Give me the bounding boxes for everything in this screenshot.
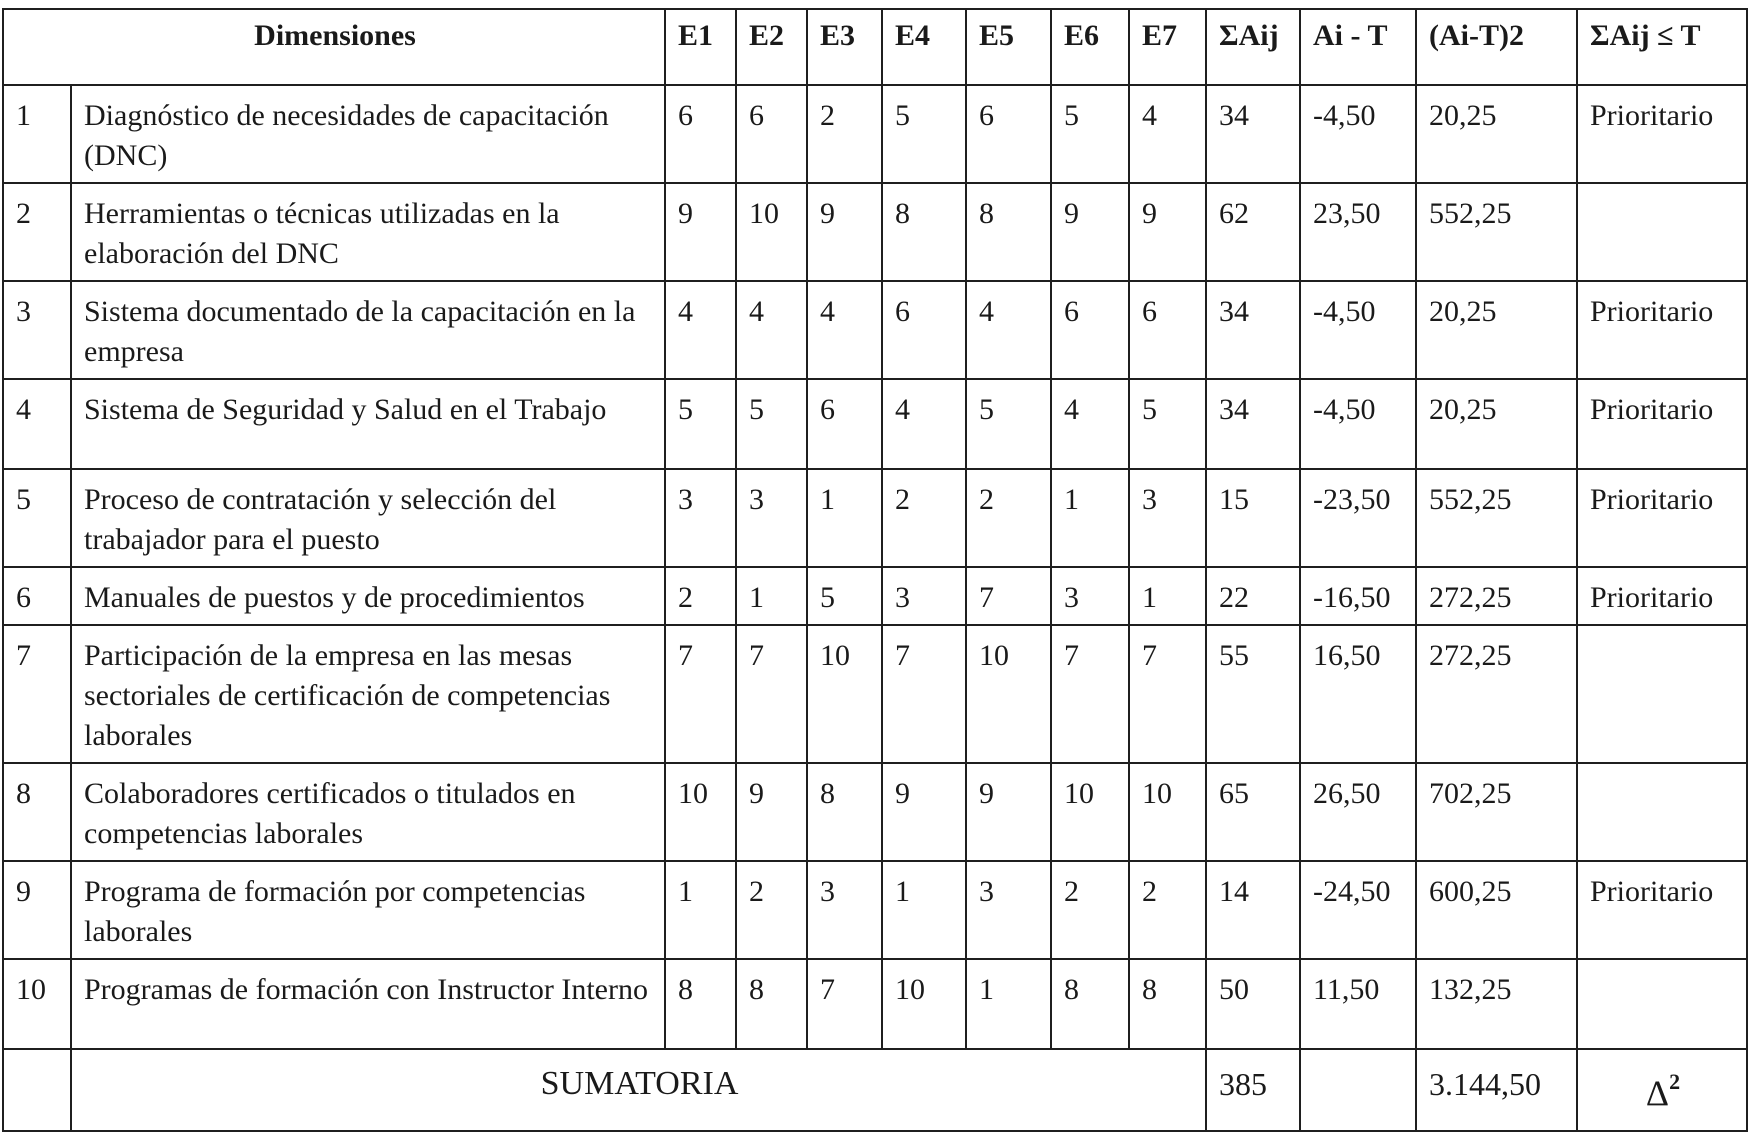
dimension-name: Herramientas o técnicas utilizadas en la elaboración del DNC [71,183,665,281]
score-e7: 6 [1129,281,1206,379]
score-e7: 8 [1129,959,1206,1049]
header-e4: E4 [882,9,966,85]
score-e4: 1 [882,861,966,959]
header-e2: E2 [736,9,807,85]
score-e7: 1 [1129,567,1206,625]
ai-minus-t: -23,50 [1300,469,1416,567]
ai-minus-t: -4,50 [1300,379,1416,469]
score-e2: 4 [736,281,807,379]
score-e2: 9 [736,763,807,861]
table-row [3,763,1747,861]
priority-status: Prioritario [1577,379,1747,469]
dimension-name: Diagnóstico de necesidades de capacitación (DNC) [71,85,665,183]
sumatoria-row [3,1049,1747,1131]
row-number: 9 [3,861,71,959]
score-e5: 10 [966,625,1051,763]
score-e6: 1 [1051,469,1129,567]
score-e5: 2 [966,469,1051,567]
delta-exponent: 2 [1669,1069,1681,1094]
score-e3: 1 [807,469,882,567]
score-e5: 1 [966,959,1051,1049]
ai-minus-t: 26,50 [1300,763,1416,861]
score-e6: 10 [1051,763,1129,861]
score-e3: 4 [807,281,882,379]
score-e4: 4 [882,379,966,469]
delta-symbol: Δ [1645,1073,1670,1113]
ai-minus-t: -4,50 [1300,85,1416,183]
score-e6: 9 [1051,183,1129,281]
dimension-name: Participación de la empresa en las mesas sectoriales de certificación de competencias laborales [71,625,665,763]
score-e7: 4 [1129,85,1206,183]
header-e6: E6 [1051,9,1129,85]
row-number: 6 [3,567,71,625]
score-e6: 2 [1051,861,1129,959]
dimensions-table [2,8,1748,1132]
sum-aij: 55 [1206,625,1300,763]
header-e7: E7 [1129,9,1206,85]
dimension-name: Manuales de puestos y de procedimientos [71,567,665,625]
sum-aij: 34 [1206,379,1300,469]
ai-minus-t-squared: 20,25 [1416,379,1577,469]
priority-status: Prioritario [1577,469,1747,567]
score-e5: 8 [966,183,1051,281]
row-number: 10 [3,959,71,1049]
score-e5: 7 [966,567,1051,625]
ai-minus-t: -4,50 [1300,281,1416,379]
ai-minus-t-squared: 20,25 [1416,85,1577,183]
score-e1: 1 [665,861,736,959]
table-row [3,861,1747,959]
sum-aij: 14 [1206,861,1300,959]
header-e3: E3 [807,9,882,85]
score-e4: 9 [882,763,966,861]
score-e7: 7 [1129,625,1206,763]
sumatoria-sum-total: 385 [1206,1049,1300,1131]
score-e4: 2 [882,469,966,567]
table-row [3,379,1747,469]
priority-status [1577,959,1747,1049]
score-e1: 9 [665,183,736,281]
ai-minus-t-squared: 600,25 [1416,861,1577,959]
sumatoria-blank-diff [1300,1049,1416,1131]
score-e6: 4 [1051,379,1129,469]
score-e2: 5 [736,379,807,469]
row-number: 2 [3,183,71,281]
row-number: 1 [3,85,71,183]
score-e7: 2 [1129,861,1206,959]
score-e2: 10 [736,183,807,281]
score-e2: 7 [736,625,807,763]
score-e6: 7 [1051,625,1129,763]
dimension-name: Sistema documentado de la capacitación en la empresa [71,281,665,379]
header-ai-minus-t-squared: (Ai-T)2 [1416,9,1577,85]
ai-minus-t: -24,50 [1300,861,1416,959]
table-row [3,469,1747,567]
ai-minus-t-squared: 552,25 [1416,469,1577,567]
score-e1: 2 [665,567,736,625]
ai-minus-t: -16,50 [1300,567,1416,625]
score-e3: 5 [807,567,882,625]
score-e2: 1 [736,567,807,625]
priority-status: Prioritario [1577,861,1747,959]
table-row [3,959,1747,1049]
table-container [2,8,1748,1132]
score-e3: 7 [807,959,882,1049]
header-ai-minus-t: Ai - T [1300,9,1416,85]
ai-minus-t-squared: 20,25 [1416,281,1577,379]
score-e7: 10 [1129,763,1206,861]
dimension-name: Proceso de contratación y selección del trabajador para el puesto [71,469,665,567]
score-e4: 7 [882,625,966,763]
table-row [3,85,1747,183]
sum-aij: 62 [1206,183,1300,281]
score-e2: 2 [736,861,807,959]
score-e3: 9 [807,183,882,281]
score-e7: 5 [1129,379,1206,469]
ai-minus-t-squared: 552,25 [1416,183,1577,281]
row-number: 4 [3,379,71,469]
row-number: 7 [3,625,71,763]
score-e5: 5 [966,379,1051,469]
dimension-name: Programas de formación con Instructor Interno [71,959,665,1049]
dimension-name: Programa de formación por competencias laborales [71,861,665,959]
score-e7: 3 [1129,469,1206,567]
ai-minus-t: 16,50 [1300,625,1416,763]
score-e3: 6 [807,379,882,469]
dimension-name: Sistema de Seguridad y Salud en el Trabajo [71,379,665,469]
header-dimensiones: Dimensiones [3,9,665,85]
score-e4: 8 [882,183,966,281]
ai-minus-t-squared: 132,25 [1416,959,1577,1049]
header-sum-le-t: ΣAij ≤ T [1577,9,1747,85]
sum-aij: 65 [1206,763,1300,861]
sumatoria-squared-total: 3.144,50 [1416,1049,1577,1131]
priority-status [1577,625,1747,763]
score-e2: 8 [736,959,807,1049]
table-row [3,567,1747,625]
priority-status: Prioritario [1577,281,1747,379]
score-e3: 3 [807,861,882,959]
header-e5: E5 [966,9,1051,85]
sum-aij: 34 [1206,85,1300,183]
ai-minus-t-squared: 272,25 [1416,567,1577,625]
table-row [3,625,1747,763]
delta-squared-cell [1577,1049,1747,1131]
dimension-name: Colaboradores certificados o titulados en competencias laborales [71,763,665,861]
score-e1: 8 [665,959,736,1049]
score-e5: 3 [966,861,1051,959]
score-e1: 5 [665,379,736,469]
score-e6: 3 [1051,567,1129,625]
table-row [3,183,1747,281]
score-e1: 4 [665,281,736,379]
score-e5: 6 [966,85,1051,183]
score-e7: 9 [1129,183,1206,281]
priority-status [1577,183,1747,281]
priority-status: Prioritario [1577,567,1747,625]
priority-status [1577,763,1747,861]
score-e6: 5 [1051,85,1129,183]
sumatoria-label: SUMATORIA [71,1049,1206,1131]
score-e2: 3 [736,469,807,567]
ai-minus-t-squared: 702,25 [1416,763,1577,861]
score-e2: 6 [736,85,807,183]
sumatoria-blank-cell [3,1049,71,1131]
score-e3: 10 [807,625,882,763]
score-e6: 8 [1051,959,1129,1049]
score-e1: 7 [665,625,736,763]
score-e4: 10 [882,959,966,1049]
score-e4: 6 [882,281,966,379]
header-row [3,9,1747,85]
ai-minus-t: 11,50 [1300,959,1416,1049]
score-e5: 4 [966,281,1051,379]
header-e1: E1 [665,9,736,85]
score-e4: 5 [882,85,966,183]
score-e4: 3 [882,567,966,625]
ai-minus-t-squared: 272,25 [1416,625,1577,763]
header-sum-aij: ΣAij [1206,9,1300,85]
table-row [3,281,1747,379]
row-number: 8 [3,763,71,861]
sum-aij: 34 [1206,281,1300,379]
score-e3: 2 [807,85,882,183]
row-number: 3 [3,281,71,379]
score-e3: 8 [807,763,882,861]
sum-aij: 50 [1206,959,1300,1049]
priority-status: Prioritario [1577,85,1747,183]
row-number: 5 [3,469,71,567]
score-e1: 3 [665,469,736,567]
sum-aij: 22 [1206,567,1300,625]
score-e5: 9 [966,763,1051,861]
ai-minus-t: 23,50 [1300,183,1416,281]
score-e6: 6 [1051,281,1129,379]
score-e1: 6 [665,85,736,183]
sum-aij: 15 [1206,469,1300,567]
score-e1: 10 [665,763,736,861]
